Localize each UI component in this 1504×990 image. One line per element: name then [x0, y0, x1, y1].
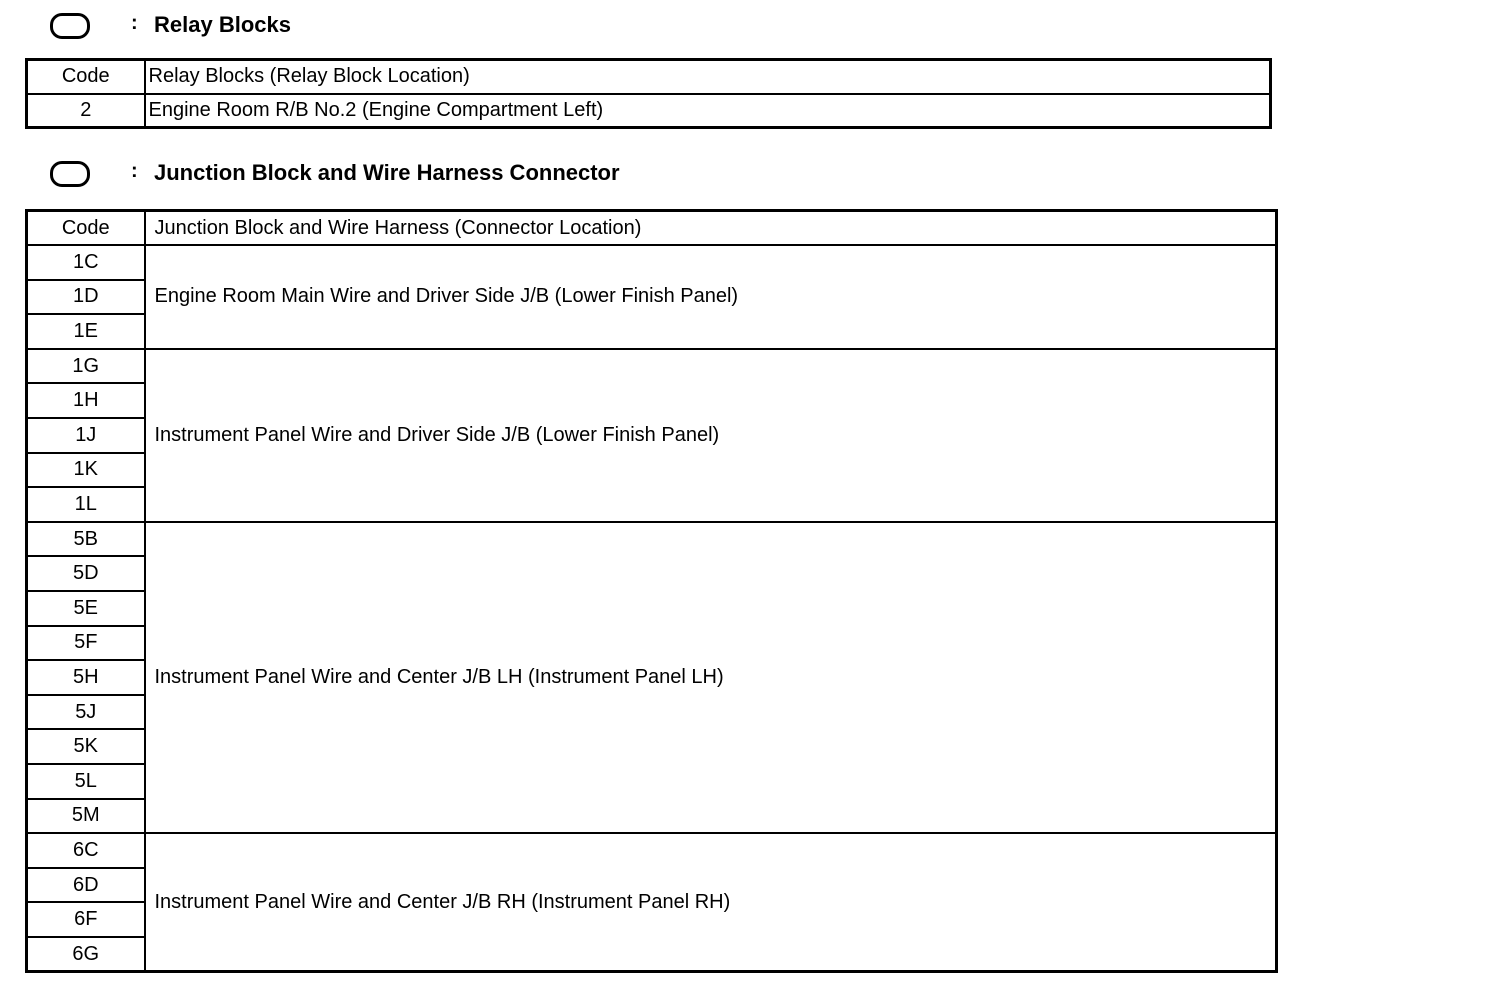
location-cell: Instrument Panel Wire and Center J/B RH (Instrument Panel RH)	[145, 833, 1277, 971]
code-cell: 1J	[27, 418, 145, 453]
table-row	[27, 522, 1277, 557]
location-cell: Engine Room Main Wire and Driver Side J/B (Lower Finish Panel)	[145, 245, 1277, 349]
code-cell: 5E	[27, 591, 145, 626]
table-row	[27, 94, 1271, 128]
code-cell: 5D	[27, 556, 145, 591]
location-cell: Instrument Panel Wire and Driver Side J/B (Lower Finish Panel)	[145, 349, 1277, 522]
location-cell: Engine Room R/B No.2 (Engine Compartment Left)	[145, 94, 1271, 128]
code-cell: 6C	[27, 833, 145, 868]
code-cell: 6F	[27, 902, 145, 937]
relay-location-header: Relay Blocks (Relay Block Location)	[145, 60, 1271, 94]
junction-block-title: Junction Block and Wire Harness Connector	[154, 160, 620, 185]
table-row	[27, 833, 1277, 868]
heading-colon: :	[131, 12, 138, 34]
code-cell: 1E	[27, 314, 145, 349]
table-row	[27, 349, 1277, 384]
junction-block-heading	[50, 154, 620, 194]
connector-location-header: Junction Block and Wire Harness (Connector Location)	[145, 211, 1277, 246]
junction-block-table-body	[27, 245, 1277, 971]
code-cell: 5L	[27, 764, 145, 799]
code-header: Code	[27, 60, 145, 94]
junction-block-table	[25, 209, 1278, 973]
code-cell: 5B	[27, 522, 145, 557]
code-cell: 1H	[27, 383, 145, 418]
code-cell: 1L	[27, 487, 145, 522]
code-cell: 5F	[27, 626, 145, 661]
table-header-row	[27, 211, 1277, 246]
code-cell: 1G	[27, 349, 145, 384]
code-cell: 5H	[27, 660, 145, 695]
location-cell: Instrument Panel Wire and Center J/B LH (Instrument Panel LH)	[145, 522, 1277, 833]
relay-blocks-title: Relay Blocks	[154, 12, 291, 37]
code-header: Code	[27, 211, 145, 246]
code-cell: 5K	[27, 729, 145, 764]
code-cell: 5J	[27, 695, 145, 730]
table-header-row	[27, 60, 1271, 94]
code-cell: 1K	[27, 453, 145, 488]
code-cell: 1D	[27, 280, 145, 315]
rounded-oval-icon	[50, 13, 90, 39]
code-cell: 6G	[27, 937, 145, 972]
table-row	[27, 245, 1277, 280]
code-cell: 5M	[27, 799, 145, 834]
rounded-oval-icon	[50, 161, 90, 187]
code-cell: 1C	[27, 245, 145, 280]
relay-blocks-heading	[50, 6, 291, 46]
relay-blocks-table	[25, 58, 1272, 129]
heading-colon: :	[131, 160, 138, 182]
code-cell: 2	[27, 94, 145, 128]
code-cell: 6D	[27, 868, 145, 903]
